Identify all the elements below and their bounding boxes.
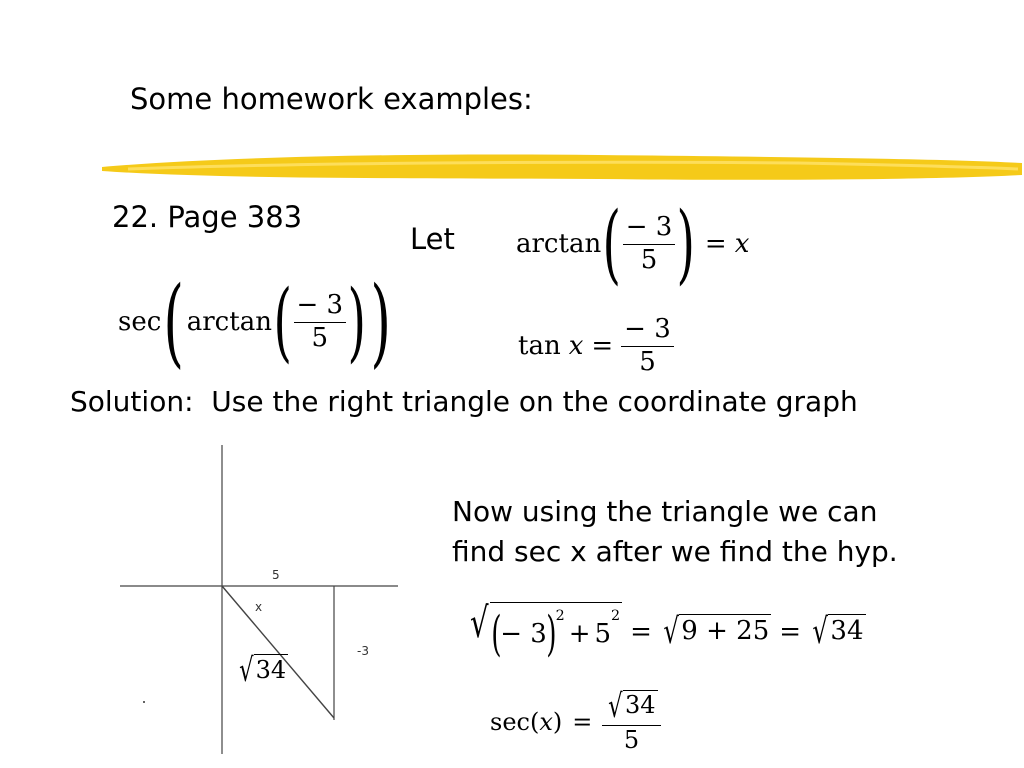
- now-text: Now using the triangle we can find sec x after we find the hyp.: [452, 495, 898, 568]
- highlighter-stroke: [98, 145, 1024, 190]
- graph-hypotenuse-label: √ 34: [239, 651, 287, 689]
- arctan-function: arctan: [186, 307, 272, 337]
- slide-title: Some homework examples:: [130, 82, 533, 116]
- solution-text: Solution: Use the right triangle on the coordinate graph: [70, 385, 858, 418]
- graph-label-right: -3: [357, 644, 369, 658]
- sec-function: sec: [118, 307, 162, 337]
- let-label: Let: [410, 222, 455, 256]
- sec-expression: sec( x ) = √ 34 5: [490, 680, 661, 764]
- hypotenuse-expression: √ ( − 3 ) $^2$ + 5 $^2$ = √ 9 + 25 = √ 34: [469, 598, 864, 662]
- coordinate-graph: [112, 440, 412, 760]
- let-expression: arctan ( $\frac{- 3}{5}$ ) = x: [516, 194, 750, 294]
- fraction-neg3-over-5: $\frac{- 3}{5}$: [294, 291, 347, 354]
- problem-reference: 22. Page 383: [112, 200, 303, 234]
- problem-expression: sec ( arctan ( $\frac{- 3}{5}$ ) ): [118, 266, 391, 378]
- tan-expression: tan x = $\frac{- 3}{5}$: [518, 306, 674, 386]
- graph-label-top: 5: [272, 568, 280, 582]
- graph-label-angle: x: [255, 600, 263, 614]
